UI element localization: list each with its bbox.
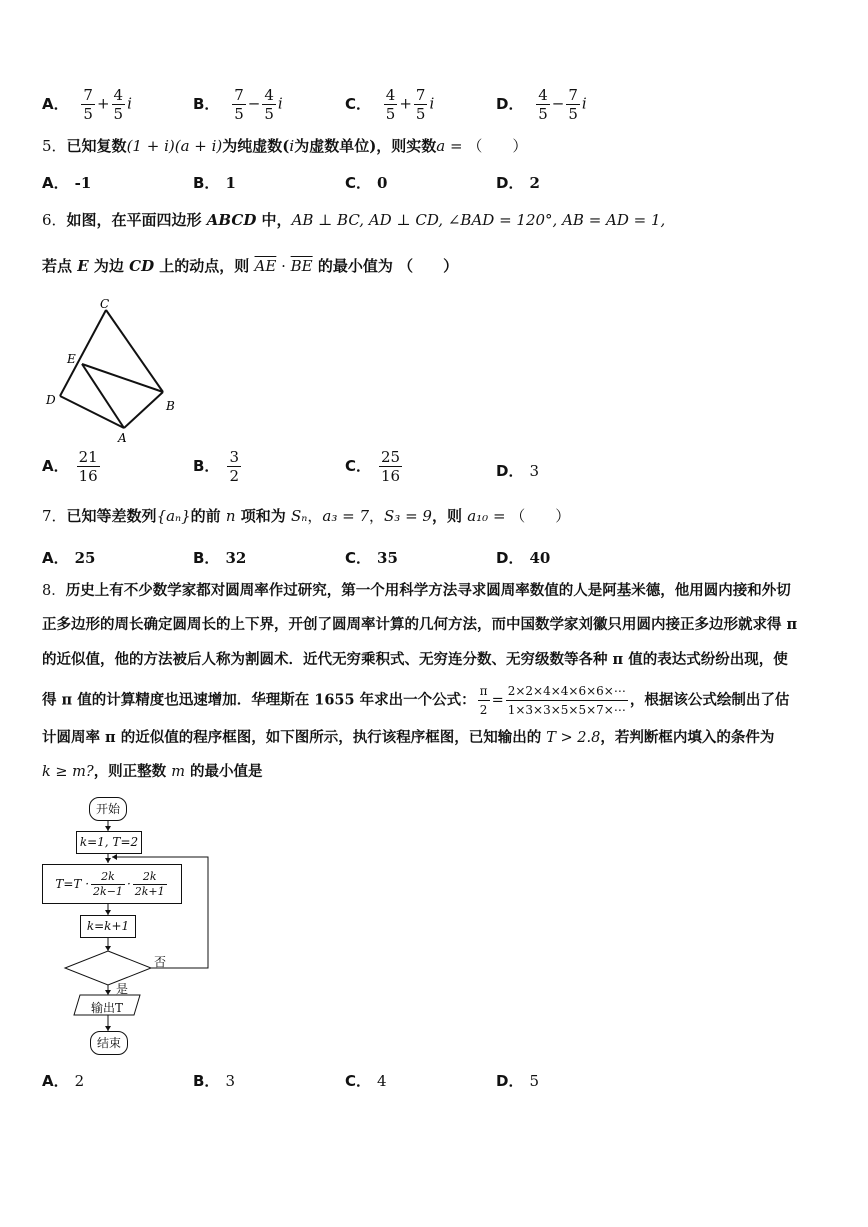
q7-option-b[interactable]: B． 32 [193,549,247,567]
flow-label-yes: 是 [116,982,129,996]
segment-eb [82,364,163,392]
q7-option-d[interactable]: D． 40 [496,549,551,567]
flow-increment: k=k+1 [80,915,136,938]
q8-stem-line3: 的近似值，他的方法被后人称为割圆术．近代无穷乘积式、无穷连分数、无穷级数等各种 π 值的表达式纷纷出现，使 [42,651,788,668]
q6-stem-line2: 若点 E 为边 CD 上的动点，则 $\overline{AE} \cdot \overline{BE}$ 的最小值为 （ ） [42,257,459,275]
q8-option-c[interactable]: C． 4 [345,1072,387,1090]
decision-diamond [65,951,151,985]
flow-start: 开始 [89,797,127,821]
q5-stem: 5．已知复数(1 + i)(a + i)为纯虚数(i为虚数单位)，则实数a = （ ） [42,137,528,155]
q6-figure-quadrilateral [40,296,190,446]
label-d: D [46,393,56,407]
q8-option-b[interactable]: B． 3 [193,1072,235,1090]
q6-stem-line1: 6．如图，在平面四边形 ABCD 中，AB ⊥ BC, AD ⊥ CD, ∠BAD = 120°, AB = AD = 1, [42,211,666,229]
q8-stem-line5: 计圆周率 π 的近似值的程序框图，如下图所示，执行该程序框图，已知输出的 T > 2.8，若判断框内填入的条件为 [42,729,775,746]
q8-option-a[interactable]: A． 2 [42,1072,85,1090]
label-e: E [67,352,76,366]
label-c: C [100,297,110,311]
q4-option-d[interactable]: D． $\frac{4}{5}$ − $\frac{7}{5}$ i [496,86,587,123]
q7-stem: 7．已知等差数列{aₙ}的前 n 项和为 Sₙ，a₃ = 7，S₃ = 9，则 a₁₀ = （ ） [42,507,571,525]
flow-init: k=1, T=2 [76,831,142,854]
edge-ab [124,392,163,428]
label-a: A [118,431,127,445]
q5-option-b[interactable]: B． 1 [193,174,236,192]
q8-stem-line6: k ≥ m?，则正整数 m 的最小值是 [42,763,263,780]
q4-option-a[interactable]: A． $\frac{7}{5}$ + $\frac{4}{5}$ i [42,86,132,123]
q5-option-c[interactable]: C． 0 [345,174,388,192]
q8-stem-line1: 8．历史上有不少数学家都对圆周率作过研究，第一个用科学方法寻求圆周率数值的人是阿基米德，他用圆内接和外切 [42,582,791,599]
q6-option-c[interactable]: C． $\frac{25}{16}$ [345,448,401,485]
flow-update: T=T · $\frac{2k}{2k-1}$ · $\frac{2k}{2k+1}$ [42,864,182,904]
q7-option-c[interactable]: C． 35 [345,549,398,567]
q8-stem-line4: 得 π 值的计算精度也迅速增加．华理斯在 1655 年求出一个公式： $\frac{\pi}{2}$ = $\frac{2\times 2\times 4\times 4\times 6\times 6\times\cdots}{1\times 3\times 3\times 5\times 5\times 7\times\cdots}$ ，根据该公式绘制出了估 [42,684,790,717]
q6-option-b[interactable]: B． $\frac{3}{2}$ [193,448,239,485]
quadrilateral-lines [60,310,163,428]
flow-end: 结束 [90,1031,128,1055]
q8-stem-line2: 正多边形的周长确定圆周长的上下界，开创了圆周率计算的几何方法，而中国数学家刘徽只用圆内接正多边形就求得 π [42,616,798,633]
flow-output: 输出T [91,1001,124,1015]
q4-option-b[interactable]: B． $\frac{7}{5}$ − $\frac{4}{5}$ i [193,86,283,123]
q6-option-d[interactable]: D． 3 [496,462,539,480]
q6-option-a[interactable]: A． $\frac{21}{16}$ [42,448,98,485]
q8-option-d[interactable]: D． 5 [496,1072,539,1090]
q4-option-c[interactable]: C． $\frac{4}{5}$ + $\frac{7}{5}$ i [345,86,435,123]
q7-option-a[interactable]: A． 25 [42,549,96,567]
label-b: B [166,399,175,413]
edge-cb [106,310,163,392]
flow-label-no: 否 [154,955,167,969]
q5-option-a[interactable]: A． -1 [42,174,92,192]
q5-option-d[interactable]: D． 2 [496,174,540,192]
